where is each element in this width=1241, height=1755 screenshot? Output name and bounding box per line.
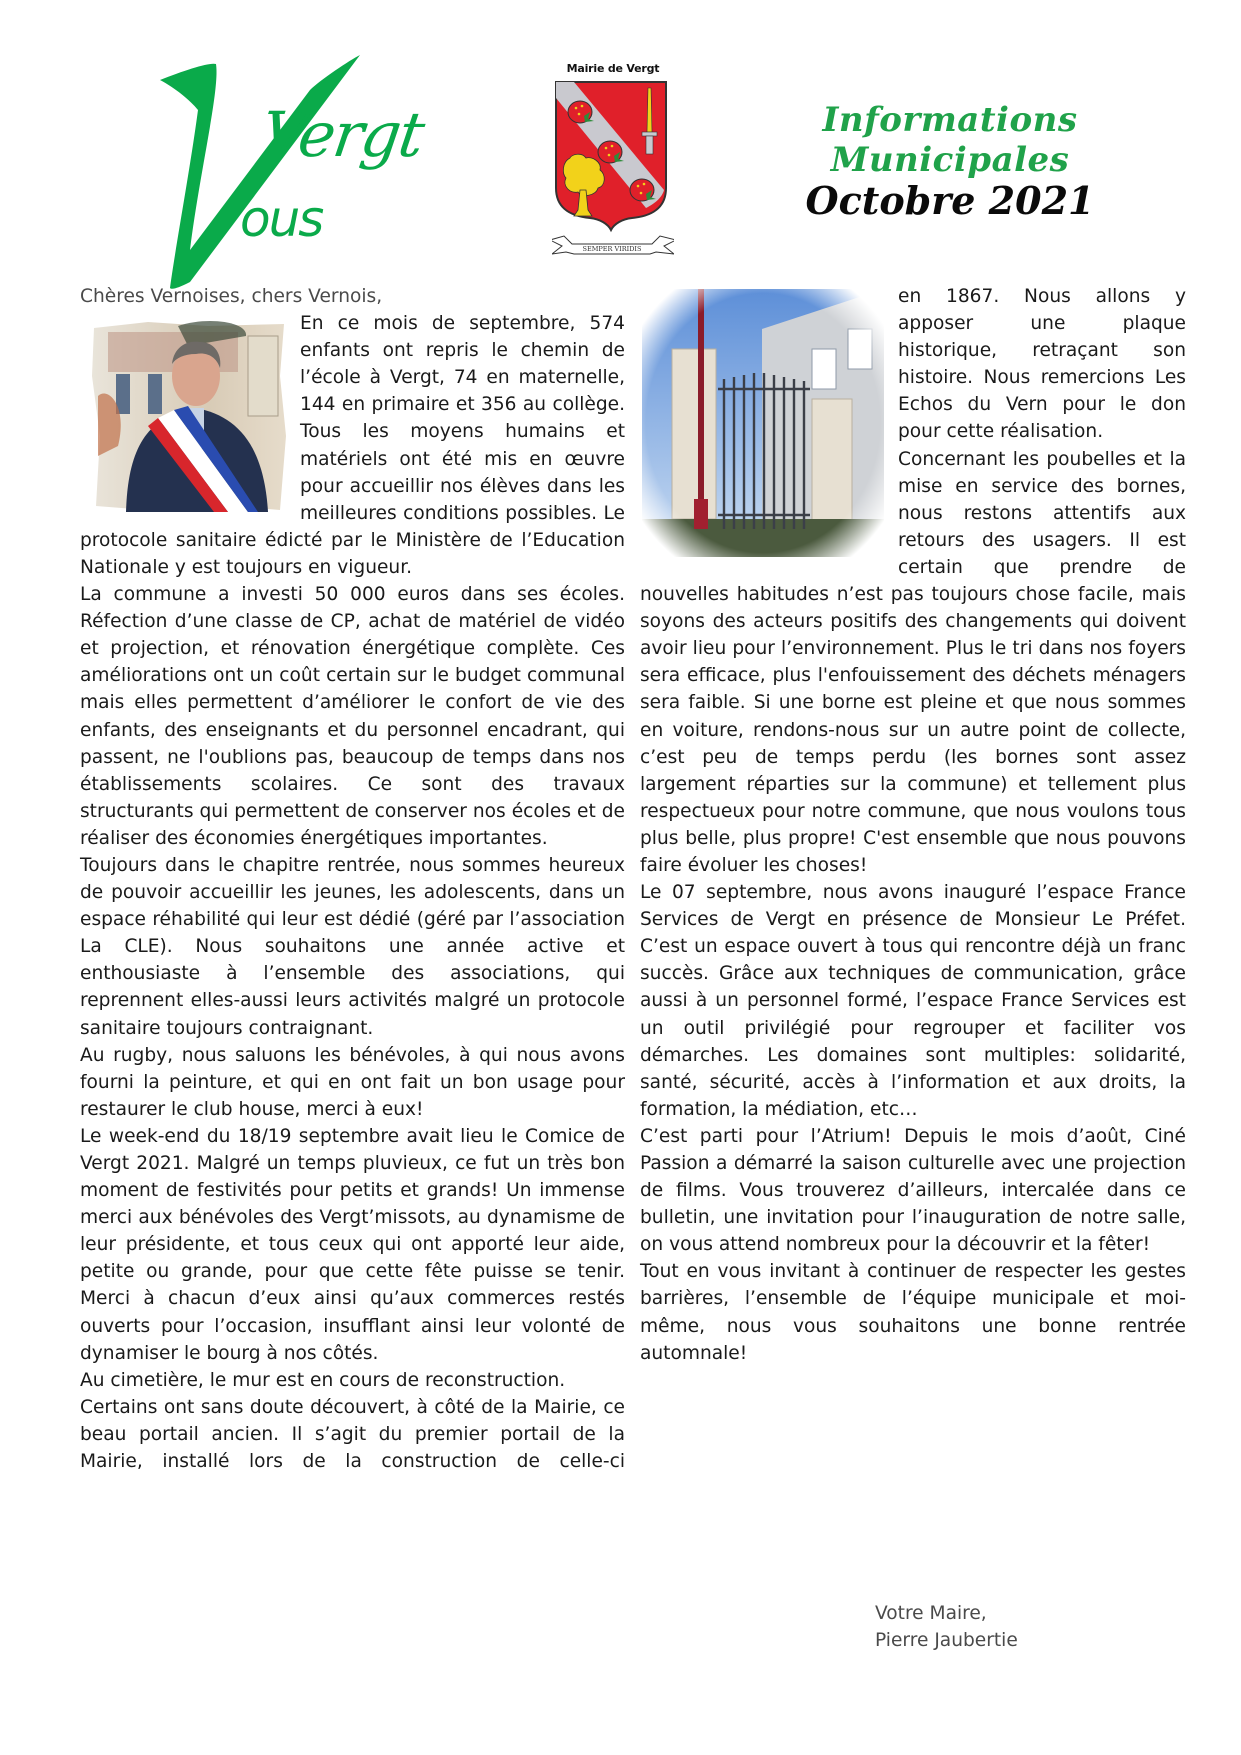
crest-caption: Mairie de Vergt [566, 62, 660, 75]
gate-photo [642, 289, 884, 557]
signature-role: Votre Maire, [875, 1603, 987, 1624]
letter-column-left [80, 283, 625, 1475]
vergt-vous-logo [150, 50, 450, 290]
signature [875, 1600, 1018, 1654]
greeting: Chères Vernoises, chers Vernois, [80, 286, 383, 307]
mayor-portrait-image [88, 316, 288, 516]
crest-motto: SEMPER VIRIDIS [582, 245, 642, 253]
page-title: Informations Municipales [822, 100, 1078, 180]
paragraph-conclusion: Tout en vous invitant à continuer de respecter les gestes barrières, l’ensemble de l’équipe municipale et moi-même, nous vous souhaitons une bonne rentrée automnale! [640, 1261, 1186, 1364]
town-hall-gate-image [642, 289, 884, 557]
paragraph-espace-jeunes: Toujours dans le chapitre rentrée, nous sommes heureux de pouvoir accueillir les jeunes, les adolescents, dans un espace réhabilité qui leur est dédié (géré par l’association La CLE). Nous souhaitons une année active et enthousiaste à l’ensemble des associations, qui reprennent elles-aussi leurs activités malgré un protocole sanitaire toujours contraignant. [80, 854, 625, 1039]
paragraph-investissement-ecoles: La commune a investi 50 000 euros dans ses écoles. Réfection d’une classe de CP, achat de matériel de vidéo et projection, et rénovation énergétique complète. Ces améliorations ont un coût certain sur le budget communal mais elles permettent d’améliorer le confort de vie des enfants, des enseignants et du personnel encadrant, qui passent, ne l'oublions pas, beaucoup de temps dans nos établissements scolaires. Ce sont des travaux structurants qui permettent de conserver nos écoles et de réaliser des économies énergétiques importantes. [80, 584, 625, 849]
paragraph-poubelles: Concernant les poubelles et la mise en service des bornes, nous restons attentifs aux retours des usagers. Il est certain que prendre de nouvelles habitudes n’est pas toujours chose facile, mais soyons des acteurs positifs des changements qui doivent avoir lieu pour l’environnement. Plus le tri dans nos foyers sera efficace, plus l'enfouissement des déchets ménagers sera faible. Si une borne est pleine et que nous sommes en voiture, rendons-nous sur un autre point de collecte, c’est peu de temps perdu (les bornes sont assez largement réparties sur la commune) et tellement plus respectueux pour notre commune, que nous voulons tous plus belle, plus propre! C'est ensemble que nous pouvons faire évoluer les choses! [640, 448, 1186, 876]
signature-name: Pierre Jaubertie [875, 1630, 1018, 1651]
logo-text-vergt: Vergt [256, 98, 428, 171]
paragraph-cimetiere: Au cimetière, le mur est en cours de reconstruction. [80, 1369, 566, 1391]
crest-shield-icon [552, 78, 674, 256]
paragraph-atrium: C’est parti pour l’Atrium! Depuis le mois d’août, Ciné Passion a démarré la saison culturelle avec une projection de films. Vous trouverez d’ailleurs, intercalée dans ce bulletin, une invitation pour l’inauguration de notre salle, on vous attend nombreux pour la découvrir et la fêter! [640, 1125, 1186, 1256]
mayor-photo [88, 316, 288, 516]
paragraph-rentree-scolaire: En ce mois de septembre, 574 enfants ont repris le chemin de l’école à Vergt, 74 en maternelle, 144 en primaire et 356 au collège. Tous les moyens humains et matériels ont été mis en œuvre pour accueillir nos élèves dans les meilleures conditions possibles. Le protocole sanitaire édicté par le Ministère de l’Education Nationale y est toujours en vigueur. [80, 313, 625, 578]
paragraph-plaque-historique: en 1867. Nous allons y apposer une plaque historique, retraçant son histoire. Nous remercions Les Echos du Vern pour le don pour cette réalisation. [898, 286, 1186, 443]
paragraph-rugby: Au rugby, nous saluons les bénévoles, à qui nous avons fourni la peinture, et qui en ont fait un bon usage pour restaurer le club house, merci à eux! [80, 1044, 625, 1120]
paragraph-portail: Certains ont sans doute découvert, à côté de la Mairie, ce beau portail ancien. Il s’agit du premier portail de la Mairie, installé lors de la construction de celle-ci [80, 1396, 625, 1473]
logo-text-ous: ous [240, 190, 323, 248]
issue-date: Octobre 2021 [805, 178, 1095, 223]
letter-column-right [640, 283, 1186, 1367]
paragraph-comice: Le week-end du 18/19 septembre avait lieu le Comice de Vergt 2021. Malgré un temps pluvieux, ce fut un très bon moment de festivités pour petits et grands! Un immense merci aux bénévoles des Vergt’missots, au dynamisme de leur présidente, et tous ceux qui ont apporté leur aide, petite ou grande, pour que cette fête puisse se tenir. Merci à chacun d’eux ainsi qu’aux commerces restés ouverts pour l’occasion, insufflant ainsi leur volonté de dynamiser le bourg à nos côtés. [80, 1125, 625, 1364]
paragraph-france-services: Le 07 septembre, nous avons inauguré l’espace France Services de Vergt en présence de Monsieur Le Préfet. C’est un espace ouvert à tous qui rencontre déjà un franc succès. Grâce aux techniques de communication, grâce aussi à un personnel formé, l’espace France Services est un outil privilégié pour regrouper et faciliter vos démarches. Les domaines sont multiples: solidarité, santé, sécurité, accès à l’information et aux droits, la formation, la médiation, etc… [640, 882, 1186, 1120]
coat-of-arms [548, 62, 678, 257]
